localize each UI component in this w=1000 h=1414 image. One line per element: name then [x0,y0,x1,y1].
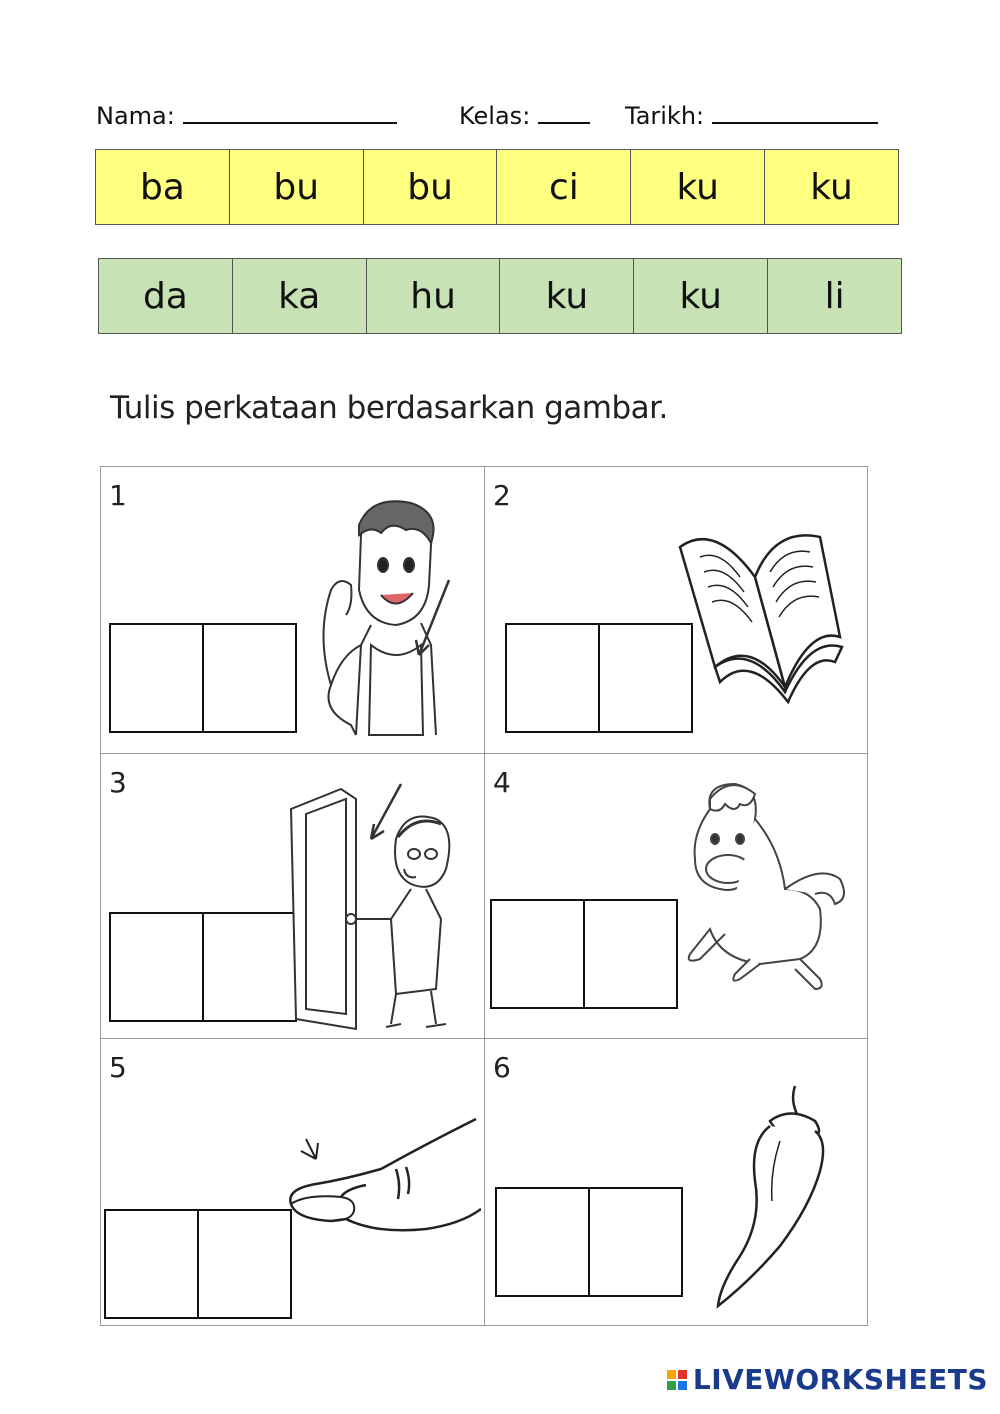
syllable-cell: ku [634,259,768,334]
fingernail-icon [286,1099,481,1269]
name-label: Nama: [96,102,175,130]
student-info-header [96,98,896,134]
class-field[interactable] [459,98,590,130]
syllable-cell: li [768,259,902,334]
syllable-row-green [98,258,902,334]
class-blank[interactable] [538,98,590,124]
cell-number: 6 [493,1051,511,1084]
answer-box[interactable] [111,625,204,731]
syllable-cell: ci [497,150,631,225]
syllable-cell: hu [366,259,500,334]
picture-cell-4 [484,753,868,1039]
date-label: Tarikh: [625,102,705,130]
cell-number: 4 [493,766,511,799]
name-blank[interactable] [183,98,397,124]
syllable-cell: da [99,259,233,334]
chili-pepper-icon [710,1081,830,1311]
cell-number: 3 [109,766,127,799]
picture-cell-3 [100,753,485,1039]
brand-text: LIVEWORKSHEETS [692,1363,988,1396]
answer-box[interactable] [590,1189,681,1295]
cell-number: 5 [109,1051,127,1084]
name-field[interactable] [96,98,397,130]
answer-box[interactable] [111,914,204,1020]
syllable-cell: ku [765,150,899,225]
date-blank[interactable] [712,98,878,124]
syllable-cell: ku [500,259,634,334]
liveworksheets-logo [667,1363,988,1396]
answer-boxes[interactable] [490,899,678,1009]
instruction-text: Tulis perkataan berdasarkan gambar. [110,390,668,426]
cell-number: 1 [109,479,127,512]
cell-number: 2 [493,479,511,512]
syllable-cell: ku [631,150,765,225]
class-label: Kelas: [459,102,531,130]
answer-box[interactable] [204,625,295,731]
answer-boxes[interactable] [109,623,297,733]
picture-cell-1 [100,466,485,754]
picture-cell-5 [100,1038,485,1326]
syllable-cell: ka [232,259,366,334]
answer-box[interactable] [106,1211,199,1317]
answer-boxes[interactable] [109,912,297,1022]
picture-cell-2 [484,466,868,754]
answer-box[interactable] [507,625,600,731]
answer-box[interactable] [204,914,295,1020]
horse-icon [680,779,855,1009]
answer-boxes[interactable] [505,623,693,733]
syllable-cell: bu [363,150,497,225]
answer-box[interactable] [585,901,676,1007]
syllable-cell: bu [229,150,363,225]
syllable-cell: ba [96,150,230,225]
date-field[interactable] [625,98,878,130]
answer-boxes[interactable] [495,1187,683,1297]
picture-cell-6 [484,1038,868,1326]
open-book-icon [670,517,845,707]
logo-icon [667,1370,687,1390]
answer-box[interactable] [199,1211,290,1317]
arm-muscle-boy-icon [311,495,461,745]
answer-box[interactable] [492,901,585,1007]
syllable-row-yellow [95,149,899,225]
answer-box[interactable] [497,1189,590,1295]
door-man-icon [286,769,471,1034]
answer-boxes[interactable] [104,1209,292,1319]
picture-grid [100,466,868,1326]
